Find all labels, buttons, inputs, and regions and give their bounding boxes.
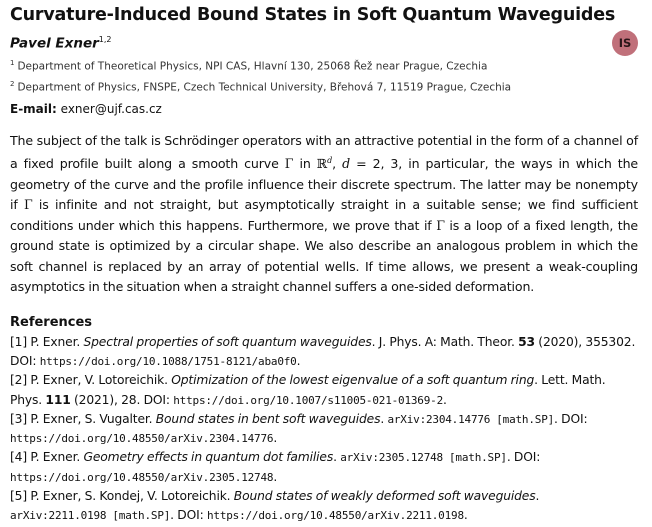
author-affil-sup: 1,2 [98,35,112,44]
ref-volume: 111 [45,392,71,407]
ref-num: [3] [10,411,27,426]
math-d: d [342,156,350,172]
references-heading: References [10,314,93,330]
affiliation-2-num: 2 [10,80,15,88]
abstract-text-6: is a loop of a fixed length, the ground state is optimized by a circular shape. We also describe an analogous problem in which the soft channel is replaced by an array of potential wells. If time allows, we present a weak-coupling asymptotics in the situation when a straight channel suffers a one-sided deformation. [10,217,638,295]
ref-doi-link[interactable]: https://doi.org/10.1007/s11005-021-01369-2 [173,393,443,407]
ref-title: Bound states in bent soft waveguides [155,411,381,426]
affiliation-1 [10,56,638,74]
ref-doi-link[interactable]: https://doi.org/10.48550/arXiv.2304.14776 [10,432,274,446]
email-address[interactable]: exner@ujf.cas.cz [60,101,162,116]
ref-journal: . Lett. Math. Phys. [10,373,606,407]
ref-arxiv-id[interactable]: arXiv:2211.0198 [math.SP] [10,509,171,523]
abstract-text-2: in [293,156,317,172]
author-line [10,31,638,53]
references-list [10,333,638,526]
ref-doi-link[interactable]: https://doi.org/10.48550/arXiv.2305.12748 [10,470,274,484]
ref-title: Bound states of weakly deformed soft waveguides [233,489,536,504]
abstract-text-5: is infinite and not straight, but asymptotically straight in a suitable sense; we find sufficient conditions under which this happens. Furthermore, we prove that if [10,197,638,233]
paper-page [10,4,638,526]
affiliation-1-text: Department of Theoretical Physics, NPI CAS, Hlavní 130, 25068 Řež near Prague, Czechia [17,60,488,72]
ref-authors: P. Exner. [26,450,84,465]
math-gamma: Γ [436,217,445,233]
ref-year-doi-label: (2020), 355302. DOI: [10,334,636,368]
ref-title: Geometry effects in quantum dot families [83,450,334,465]
ref-sep: . [535,489,540,504]
ref-volume: 53 [518,334,535,349]
author-name: Pavel Exner [10,35,99,52]
ref-end: . [273,469,278,484]
affiliation-2-text: Department of Physics, FNSPE, Czech Technical University, Břehová 7, 11519 Prague, Czechia [17,81,512,94]
reference-item [10,333,638,372]
ref-authors: P. Exner, S. Vugalter. [26,411,156,426]
ref-doi-label: . DOI: [554,411,588,426]
ref-authors: P. Exner, V. Lotoreichik. [26,373,172,388]
abstract [10,131,638,298]
ref-sep: . [333,450,341,465]
reference-item [10,371,638,410]
affiliation-2 [10,77,638,95]
ref-journal: . J. Phys. A: Math. Theor. [371,334,519,349]
ref-num: [2] [10,373,27,388]
ref-sep: . [380,411,388,426]
is-badge: IS [612,30,638,56]
abstract-text-3: , [332,156,343,172]
ref-arxiv-id[interactable]: arXiv:2304.14776 [math.SP] [387,412,555,426]
ref-doi-link[interactable]: https://doi.org/10.48550/arXiv.2211.0198 [206,509,464,523]
ref-num: [1] [10,334,27,349]
ref-num: [5] [10,489,27,504]
ref-authors: P. Exner, S. Kondej, V. Lotoreichik. [26,489,234,504]
affiliations [10,56,638,95]
reference-item [10,448,638,487]
ref-end: . [463,508,468,523]
email-label: E-mail: [10,101,57,116]
ref-end: . [273,431,278,446]
ref-authors: P. Exner. [26,334,84,349]
ref-arxiv-id[interactable]: arXiv:2305.12748 [math.SP] [340,451,507,465]
math-real-space: ℝ [316,156,328,172]
ref-doi-link[interactable]: https://doi.org/10.1088/1751-8121/aba0f0 [39,354,297,368]
ref-doi-label: . DOI: [170,508,207,523]
ref-end: . [296,353,301,368]
affiliation-1-num: 1 [10,58,15,67]
ref-num: [4] [10,450,27,465]
math-dim-sup: d [327,156,333,165]
ref-title: Optimization of the lowest eigenvalue of a soft quantum ring [171,373,535,388]
ref-doi-label: . DOI: [506,450,541,465]
math-gamma: Γ [284,156,294,172]
abstract-text-1: The subject of the talk is Schrödinger operators with an attractive potential in the form of a channel of a fixed profile built along a smooth curve [10,132,638,172]
email-line [10,101,638,117]
ref-end: . [443,392,447,407]
math-gamma: Γ [23,197,33,213]
ref-year-doi-label: (2021), 28. DOI: [70,392,174,407]
ref-title: Spectral properties of soft quantum waveguides [83,334,372,349]
paper-title: Curvature-Induced Bound States in Soft Quantum Waveguides [10,5,616,25]
reference-item [10,410,638,449]
reference-item [10,487,638,526]
abstract-text-4: = 2, 3, in particular, the ways in which the geometry of the curve and the profile influence their discrete spectrum. The latter may be nonempty if [10,156,638,213]
